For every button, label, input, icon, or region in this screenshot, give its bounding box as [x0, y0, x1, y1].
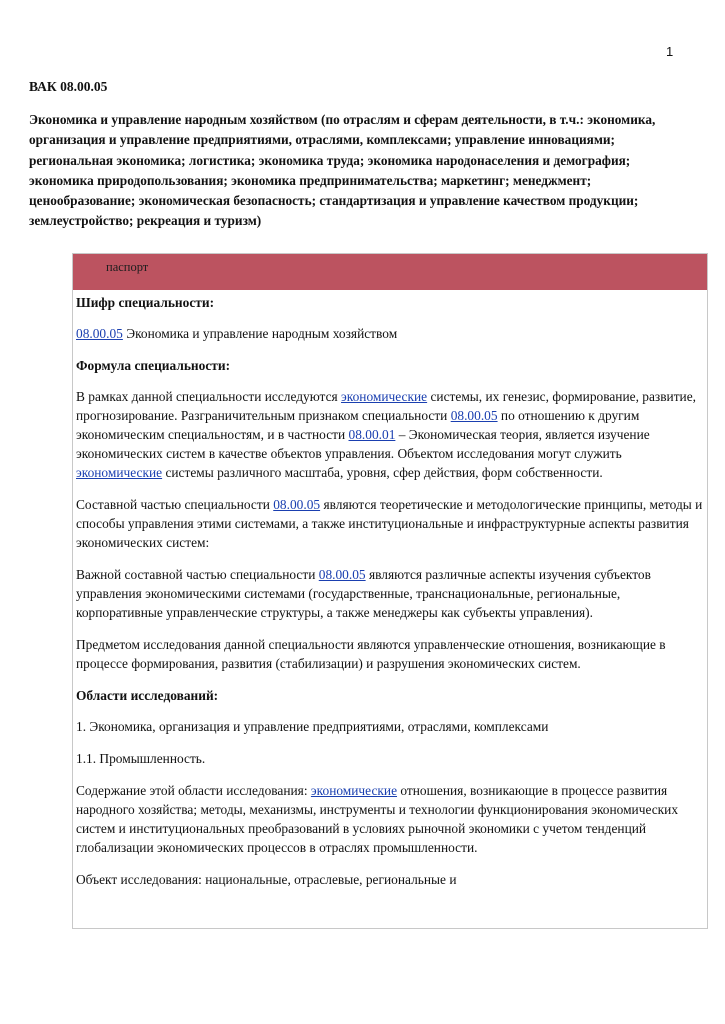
- cipher-line: [76, 324, 706, 343]
- economic-theory-link[interactable]: 08.00.01: [348, 427, 396, 442]
- passport-header-bar: [73, 254, 707, 290]
- formula-paragraph-2: [76, 495, 706, 552]
- text-span: по отношению к другим экономическим специальностям, и в частности: [76, 408, 640, 442]
- text-span: являются различные аспекты изучения субъектов управления экономическими системами (государственные, транснациональные, региональные, корпоративные управленческие структуры, а также менеджеры как субъекты управления).: [76, 567, 651, 620]
- economic-link[interactable]: экономические: [76, 465, 163, 480]
- cipher-text: Экономика и управление народным хозяйством: [122, 326, 398, 341]
- areas-heading: Области исследований:: [76, 688, 219, 703]
- text-span: – Экономическая теория, является изучение экономических систем в качестве объектов управления. Объектом исследования могут служить: [76, 427, 650, 461]
- formula-paragraph-1: [76, 387, 706, 482]
- text-span: являются теоретические и методологические принципы, методы и способы управления этими системами, а также институциональные и инфраструктурные аспекты развития экономических систем:: [76, 497, 703, 550]
- specialty-link[interactable]: 08.00.05: [318, 567, 366, 582]
- formula-heading: Формула специальности:: [76, 358, 231, 373]
- formula-paragraph-4: Предметом исследования данной специальности являются управленческие отношения, возникающие в процессе формирования, развития (стабилизации) и разрушения экономических систем.: [76, 637, 666, 671]
- text-span: системы, их генезис, формирование, развитие, прогнозирование. Разграничительным признаком специальности: [76, 389, 697, 423]
- formula-paragraph-3: [76, 565, 706, 622]
- passport-content: [76, 293, 706, 902]
- text-span: Составной частью специальности: [76, 497, 274, 512]
- text-span: отношения, возникающие в процессе развития народного хозяйства; методы, механизмы, инструменты и технологии функционирования экономических систем и институциональных преобразований в условиях рыночной экономики с учетом тенденций глобализации экономических процессов в отраслях промышленности.: [76, 783, 679, 855]
- text-span: Содержание этой области исследования:: [76, 783, 311, 798]
- text-span: В рамках данной специальности исследуются: [76, 389, 342, 404]
- area-item-1: 1. Экономика, организация и управление предприятиями, отраслями, комплексами: [76, 719, 549, 734]
- title-line: организация и управление предприятиями, отраслями, комплексами; управление инновациями;: [29, 132, 615, 148]
- object-paragraph: Объект исследования: национальные, отраслевые, региональные и: [76, 872, 457, 887]
- title-line: Экономика и управление народным хозяйством (по отраслям и сферам деятельности, в т.ч.: экономика,: [29, 112, 656, 127]
- passport-box: [72, 253, 708, 929]
- document-title: [29, 110, 725, 232]
- area-item-1-1: 1.1. Промышленность.: [76, 751, 206, 766]
- title-line: землеустройство; рекреация и туризм): [29, 213, 262, 229]
- title-line: региональная экономика; логистика; экономика труда; экономика народонаселения и демография;: [29, 152, 631, 168]
- specialty-link[interactable]: 08.00.05: [450, 408, 498, 423]
- specialty-link[interactable]: 08.00.05: [273, 497, 321, 512]
- area-content-paragraph: [76, 781, 706, 857]
- page-number: 1: [666, 44, 674, 59]
- cipher-heading: Шифр специальности:: [76, 295, 215, 310]
- economic-link[interactable]: экономические: [341, 389, 428, 404]
- text-span: Важной составной частью специальности: [76, 567, 319, 582]
- document-code: ВАК 08.00.05: [29, 79, 108, 94]
- passport-header-label: паспорт: [106, 260, 149, 274]
- text-span: системы различного масштаба, уровня, сфер действия, форм собственности.: [162, 465, 603, 480]
- title-line: экономика природопользования; экономика предпринимательства; маркетинг; менеджмент;: [29, 172, 592, 188]
- economic-link[interactable]: экономические: [310, 783, 398, 798]
- title-line: ценообразование; экономическая безопасность; стандартизация и управление качеством продукции;: [29, 193, 639, 209]
- specialty-link[interactable]: 08.00.05: [76, 326, 123, 341]
